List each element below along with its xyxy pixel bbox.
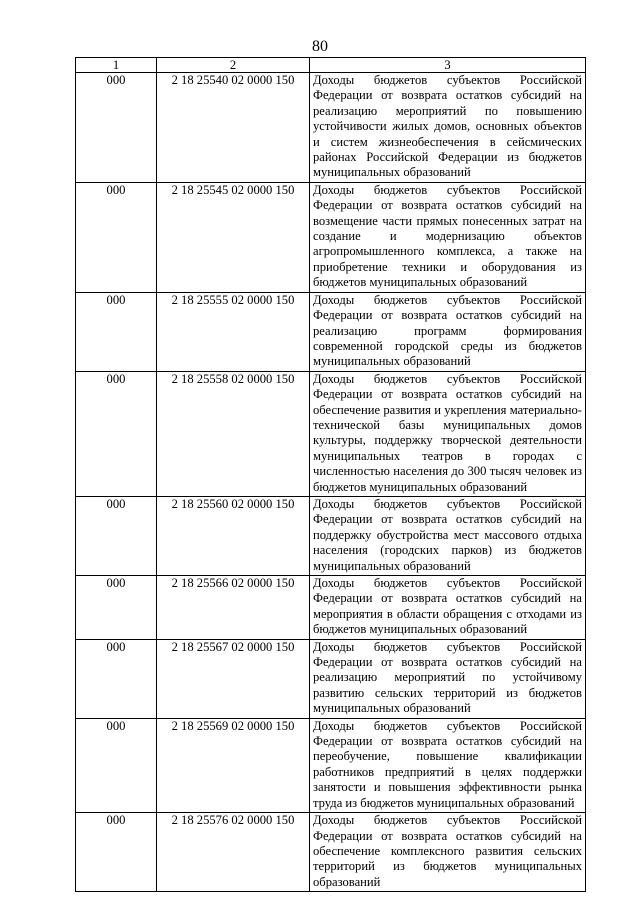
admin-code-cell: 000 bbox=[76, 371, 157, 496]
page-number: 80 bbox=[312, 38, 328, 55]
description-cell: Доходы бюджетов субъектов Российской Федерации от возврата остатков субсидий на переобучение, повышение квалификации работников предприятий в целях поддержки занятости и повышения эффективности рынка труда из бюджетов муниципальных образований bbox=[310, 718, 586, 812]
classification-code-cell: 2 18 25558 02 0000 150 bbox=[157, 371, 310, 496]
table-row bbox=[76, 496, 586, 575]
admin-code-cell: 000 bbox=[76, 73, 157, 183]
column-header-1: 1 bbox=[76, 58, 157, 73]
admin-code-cell: 000 bbox=[76, 182, 157, 292]
table-row bbox=[76, 639, 586, 718]
column-header-2: 2 bbox=[157, 58, 310, 73]
admin-code-cell: 000 bbox=[76, 292, 157, 371]
table-header-row bbox=[76, 58, 586, 73]
classification-code-cell: 2 18 25569 02 0000 150 bbox=[157, 718, 310, 812]
admin-code-cell: 000 bbox=[76, 639, 157, 718]
description-cell: Доходы бюджетов субъектов Российской Федерации от возврата остатков субсидий на реализацию программ формирования современной городской среды из бюджетов муниципальных образований bbox=[310, 292, 586, 371]
table-row bbox=[76, 182, 586, 292]
table-row bbox=[76, 576, 586, 640]
classification-code-cell: 2 18 25540 02 0000 150 bbox=[157, 73, 310, 183]
description-cell: Доходы бюджетов субъектов Российской Федерации от возврата остатков субсидий на поддержку обустройства мест массового отдыха населения (городских парков) из бюджетов муниципальных образований bbox=[310, 496, 586, 575]
classification-code-cell: 2 18 25566 02 0000 150 bbox=[157, 576, 310, 640]
table-row bbox=[76, 718, 586, 812]
column-header-3: 3 bbox=[310, 58, 586, 73]
classification-code-cell: 2 18 25555 02 0000 150 bbox=[157, 292, 310, 371]
description-cell: Доходы бюджетов субъектов Российской Федерации от возврата остатков субсидий на мероприятия в области обращения с отходами из бюджетов муниципальных образований bbox=[310, 576, 586, 640]
description-cell: Доходы бюджетов субъектов Российской Федерации от возврата остатков субсидий на реализацию мероприятий по устойчивому развитию сельских территорий из бюджетов муниципальных образований bbox=[310, 639, 586, 718]
classification-code-cell: 2 18 25567 02 0000 150 bbox=[157, 639, 310, 718]
admin-code-cell: 000 bbox=[76, 576, 157, 640]
classification-code-cell: 2 18 25576 02 0000 150 bbox=[157, 813, 310, 892]
description-cell: Доходы бюджетов субъектов Российской Федерации от возврата остатков субсидий на возмещение части прямых понесенных затрат на создание и модернизацию объектов агропромышленного комплекса, а также на приобретение техники и оборудования из бюджетов муниципальных образований bbox=[310, 182, 586, 292]
admin-code-cell: 000 bbox=[76, 813, 157, 892]
description-cell: Доходы бюджетов субъектов Российской Федерации от возврата остатков субсидий на обеспечение комплексного развития сельских территорий из бюджетов муниципальных образований bbox=[310, 813, 586, 892]
budget-classification-table bbox=[75, 57, 586, 892]
table-row bbox=[76, 371, 586, 496]
table-row bbox=[76, 813, 586, 892]
table-row bbox=[76, 73, 586, 183]
admin-code-cell: 000 bbox=[76, 718, 157, 812]
description-cell: Доходы бюджетов субъектов Российской Федерации от возврата остатков субсидий на обеспечение развития и укрепления материально-технической базы муниципальных домов культуры, поддержку творческой деятельности муниципальных театров в городах с численностью населения до 300 тысяч человек из бюджетов муниципальных образований bbox=[310, 371, 586, 496]
admin-code-cell: 000 bbox=[76, 496, 157, 575]
table-row bbox=[76, 292, 586, 371]
classification-code-cell: 2 18 25560 02 0000 150 bbox=[157, 496, 310, 575]
classification-code-cell: 2 18 25545 02 0000 150 bbox=[157, 182, 310, 292]
description-cell: Доходы бюджетов субъектов Российской Федерации от возврата остатков субсидий на реализацию мероприятий по повышению устойчивости жилых домов, основных объектов и систем жизнеобеспечения в сейсмических районах Российской Федерации из бюджетов муниципальных образований bbox=[310, 73, 586, 183]
